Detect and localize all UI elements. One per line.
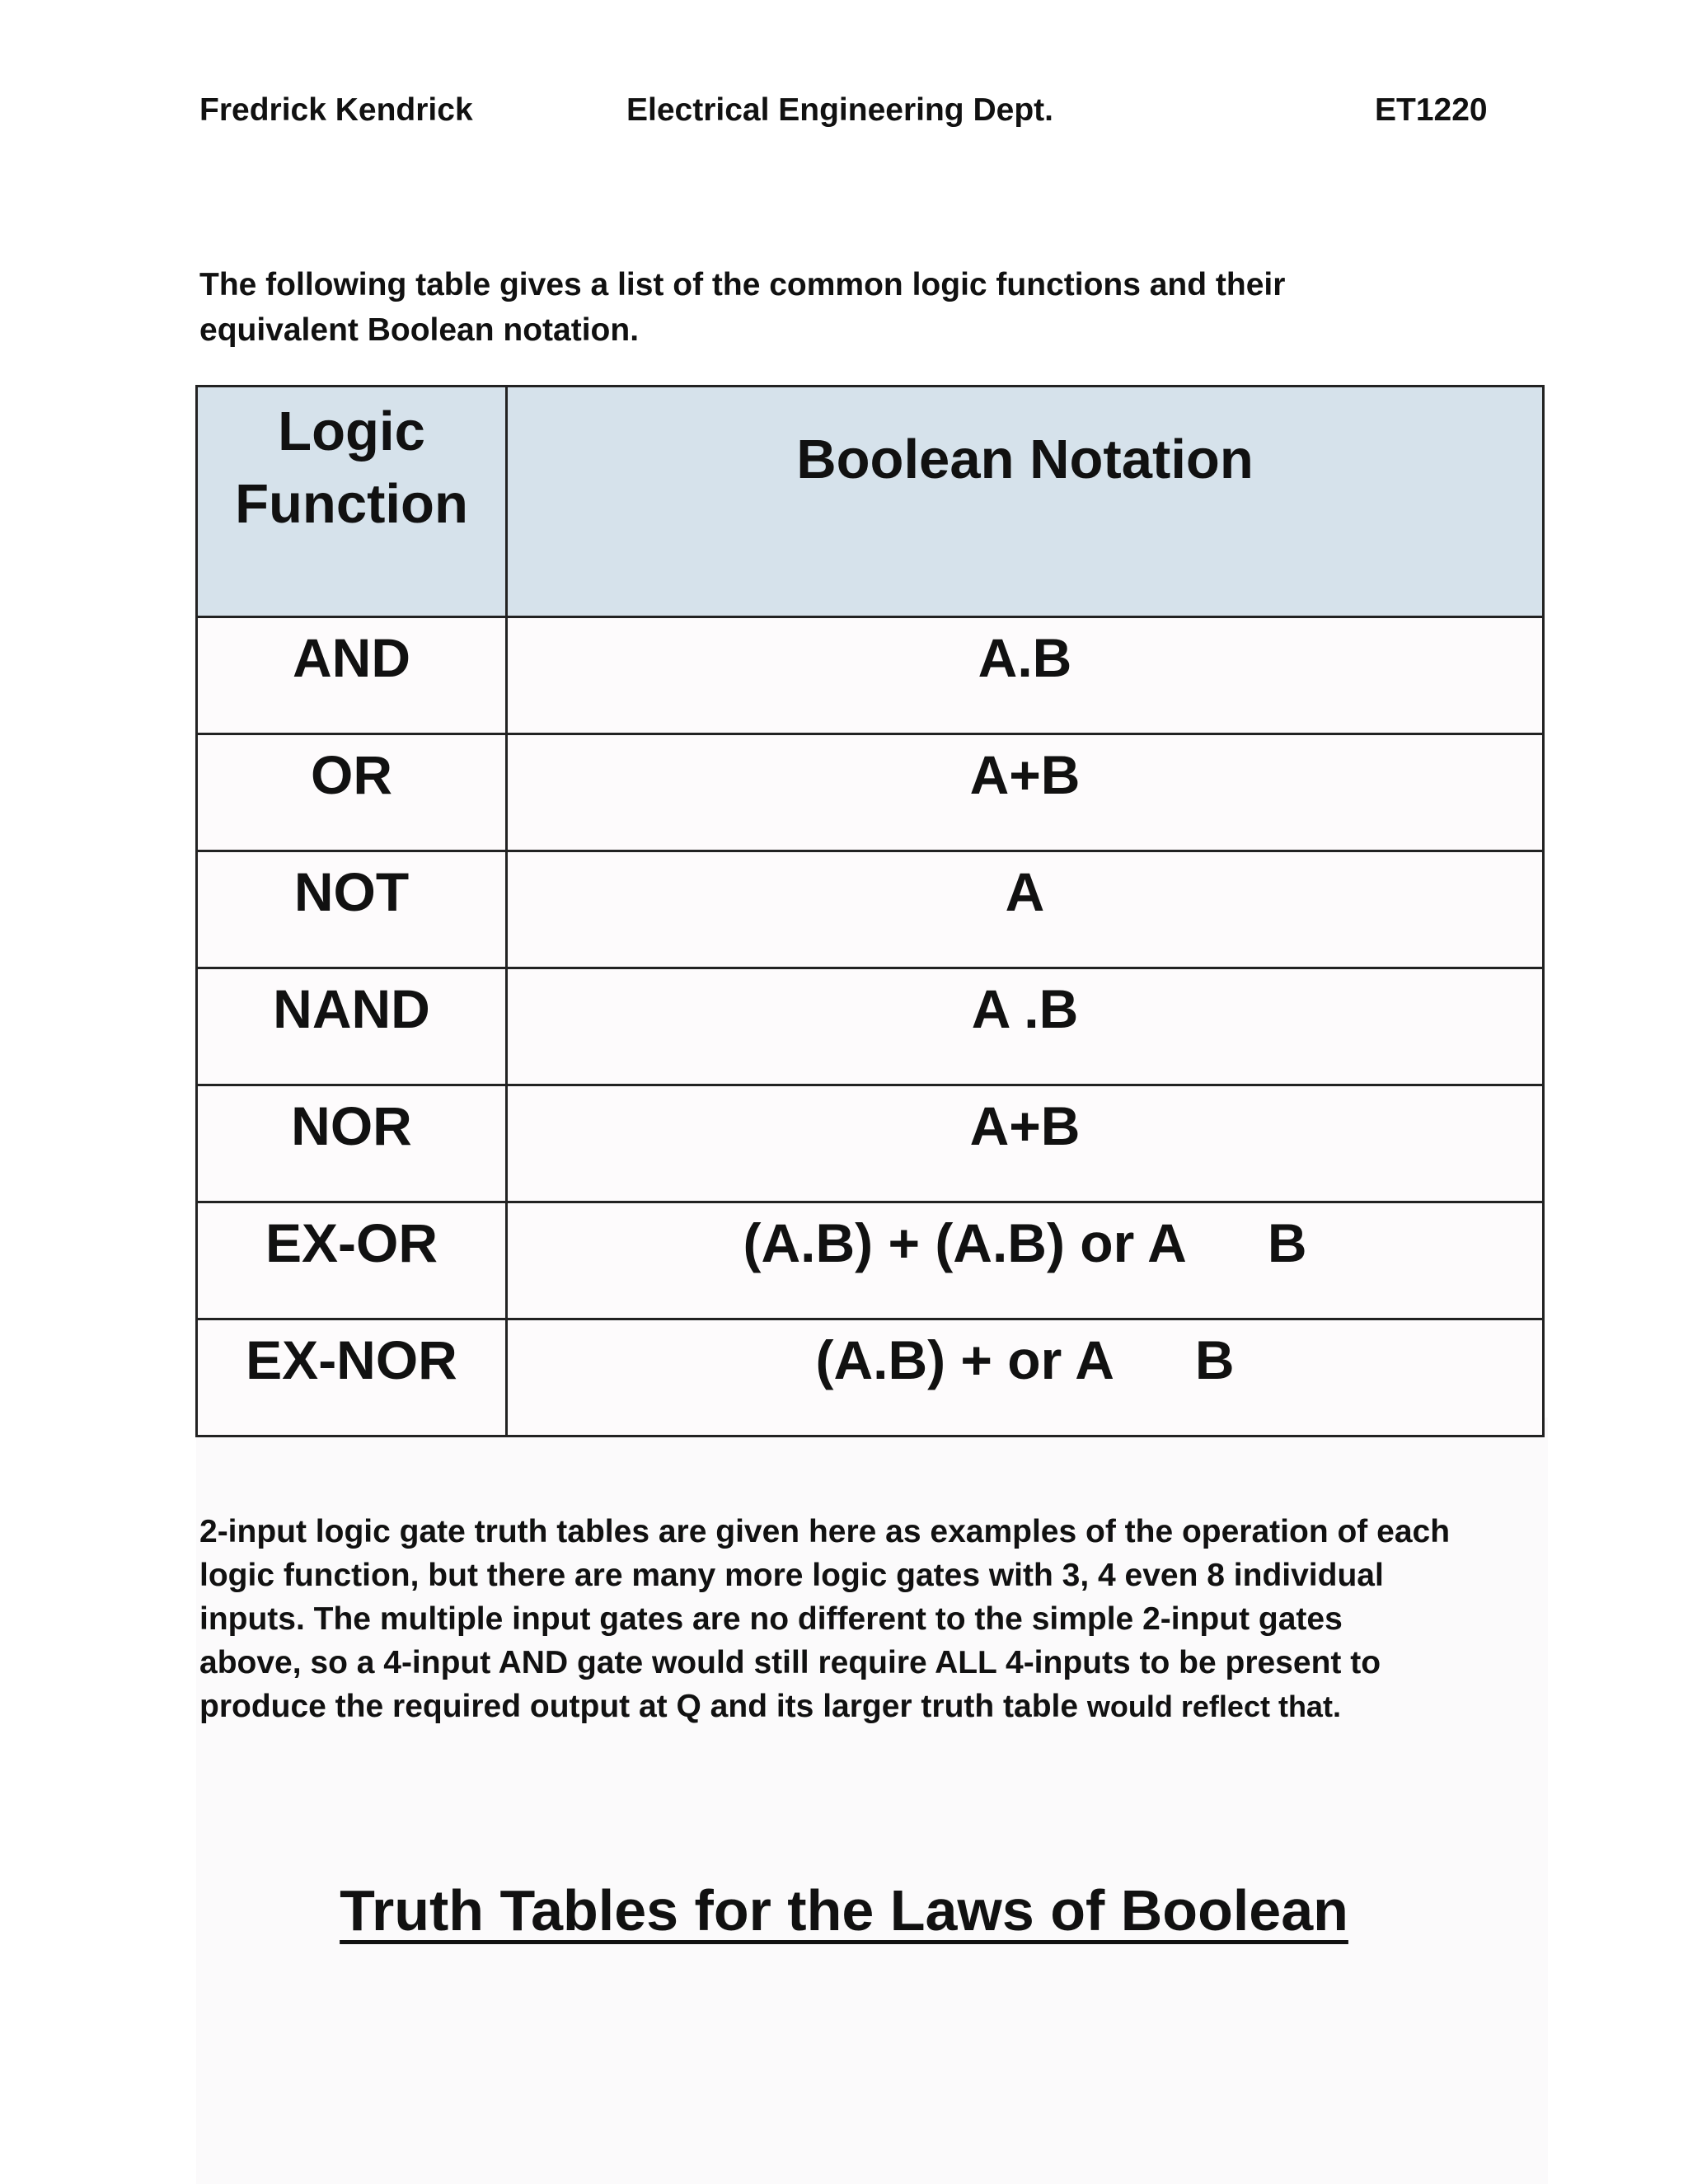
table-row xyxy=(197,617,1544,734)
function-cell: AND xyxy=(197,617,507,734)
table-header-row xyxy=(197,387,1544,617)
function-cell: EX-NOR xyxy=(197,1319,507,1436)
header-course-code: ET1220 xyxy=(1375,92,1488,128)
intro-paragraph xyxy=(199,262,1436,353)
logic-function-table xyxy=(195,385,1545,1437)
paragraph-line-1: 2-input logic gate truth tables are given here as examples of the operation of each xyxy=(199,1514,1451,1549)
function-cell: EX-OR xyxy=(197,1202,507,1319)
notation-cell xyxy=(507,617,1544,734)
notation-text: A+B xyxy=(969,744,1081,805)
notation-text: (A.B) + (A.B) or A xyxy=(743,1212,1187,1273)
notation-cell xyxy=(507,851,1544,968)
table-row xyxy=(197,1319,1544,1436)
notation-cell xyxy=(507,968,1544,1085)
paragraph-line-3: inputs. The multiple input gates are no different to the simple 2-input gates xyxy=(199,1601,1343,1637)
header-function-line-1: Logic xyxy=(278,401,425,462)
paragraph-line-2: logic function, but there are many more logic gates with 3, 4 even 8 individual xyxy=(199,1558,1384,1593)
paragraph-line-5: produce the required output at Q and its larger truth table xyxy=(199,1689,1087,1724)
paragraph-line-5-tail: would reflect that. xyxy=(1086,1690,1341,1723)
function-cell: OR xyxy=(197,734,507,851)
function-cell: NOR xyxy=(197,1085,507,1202)
notation-cell xyxy=(507,1085,1544,1202)
truth-table-paragraph xyxy=(199,1510,1551,1728)
paragraph-line-4: above, so a 4-input AND gate would still require ALL 4-inputs to be present to xyxy=(199,1645,1381,1680)
intro-line-2: equivalent Boolean notation. xyxy=(199,312,640,348)
header-boolean-notation: Boolean Notation xyxy=(507,387,1544,617)
table-row xyxy=(197,1202,1544,1319)
notation-text: (A.B) + or A xyxy=(815,1329,1114,1390)
header-function-line-2: Function xyxy=(235,473,468,535)
table-row xyxy=(197,734,1544,851)
table-row xyxy=(197,851,1544,968)
notation-cell xyxy=(507,1319,1544,1436)
notation-text: A xyxy=(1005,861,1045,922)
header-author: Fredrick Kendrick xyxy=(199,92,473,128)
header-logic-function xyxy=(197,387,507,617)
notation-cell xyxy=(507,734,1544,851)
notation-text: A.B xyxy=(978,627,1072,688)
table-row xyxy=(197,1085,1544,1202)
notation-text: A .B xyxy=(971,978,1079,1039)
section-title: Truth Tables for the Laws of Boolean xyxy=(340,1878,1348,1943)
notation-text: A+B xyxy=(969,1095,1081,1156)
notation-operand: B xyxy=(1194,1329,1235,1390)
intro-line-1: The following table gives a list of the common logic functions and their xyxy=(199,267,1286,302)
function-cell: NOT xyxy=(197,851,507,968)
header-department: Electrical Engineering Dept. xyxy=(626,92,1053,128)
notation-cell xyxy=(507,1202,1544,1319)
table-row xyxy=(197,968,1544,1085)
notation-operand: B xyxy=(1267,1212,1307,1273)
function-cell: NAND xyxy=(197,968,507,1085)
